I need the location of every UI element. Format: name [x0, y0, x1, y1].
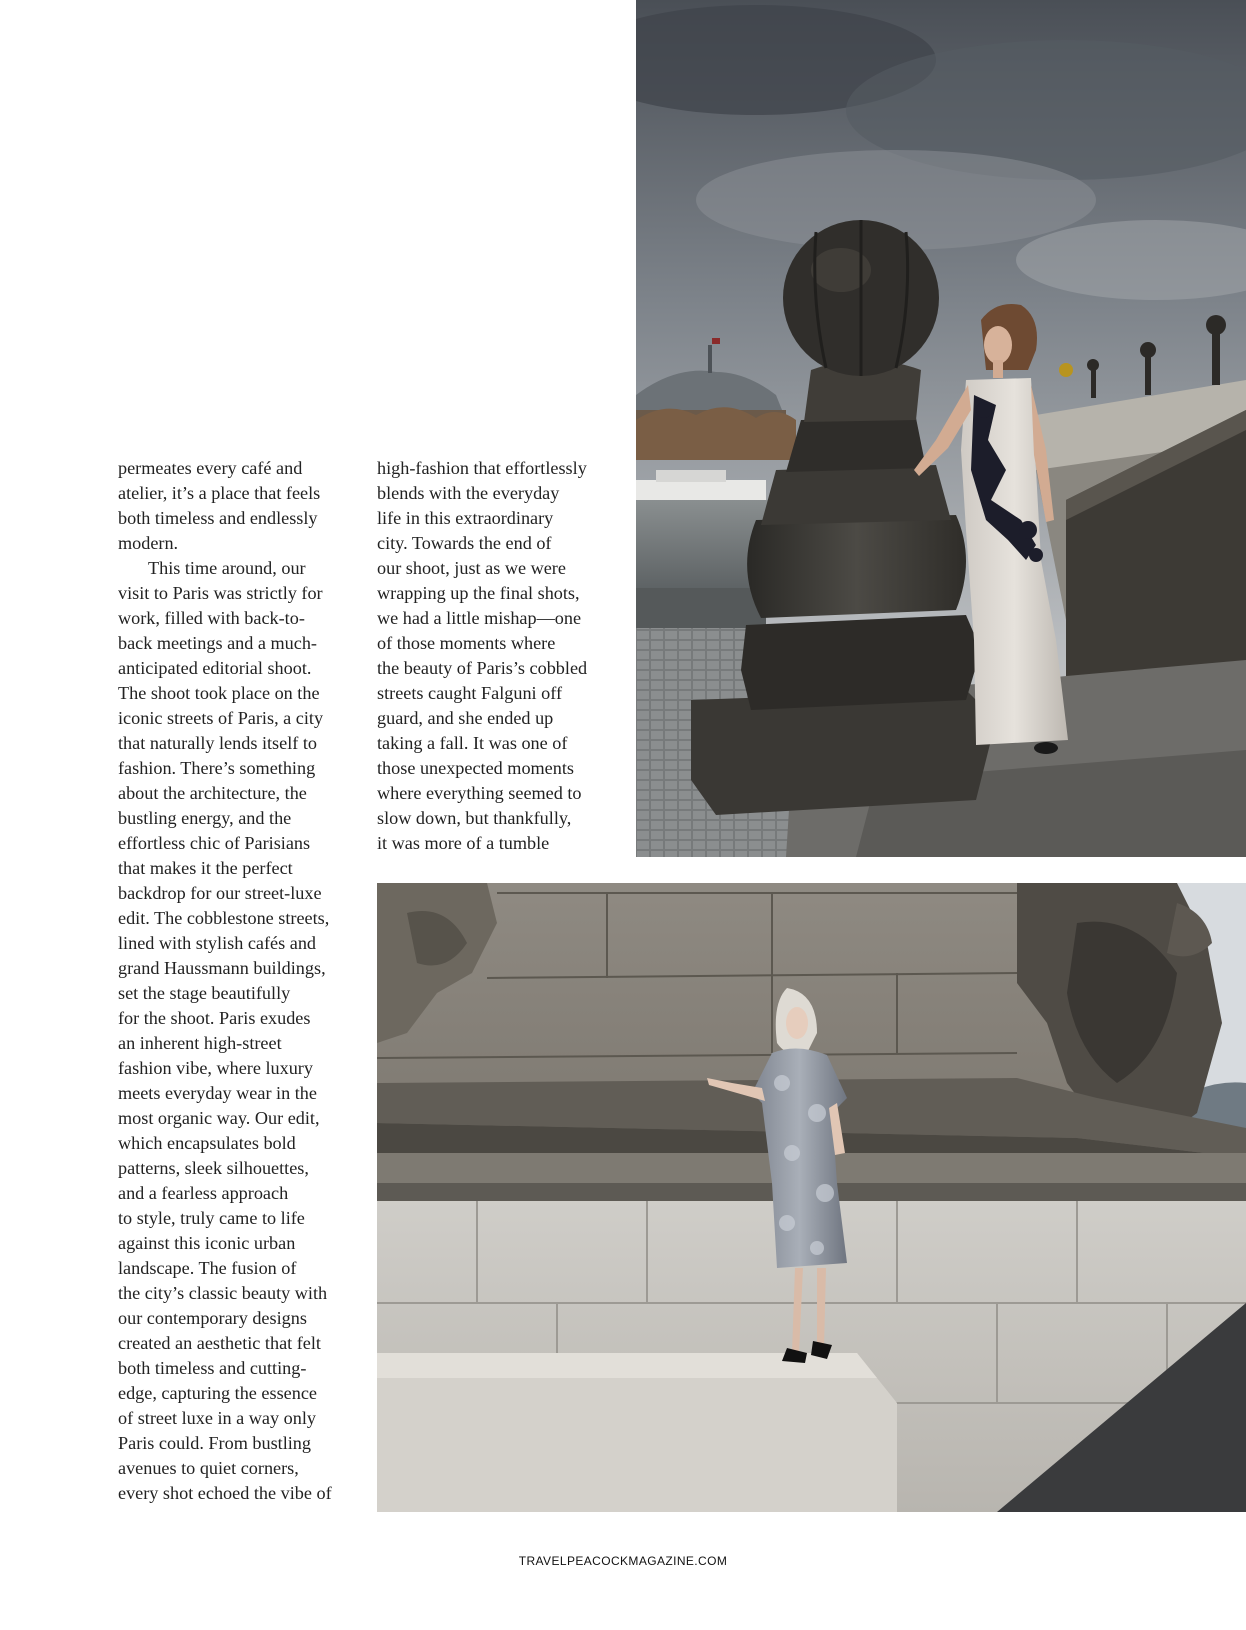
text-line: our shoot, just as we were	[377, 558, 566, 578]
text-line: back meetings and a much-	[118, 633, 317, 653]
text-line: This time around, our	[148, 558, 306, 578]
text-line: permeates every café and	[118, 458, 303, 478]
text-line: of street luxe in a way only	[118, 1408, 316, 1428]
text-line: of those moments where	[377, 633, 556, 653]
text-line: lined with stylish cafés and	[118, 933, 317, 953]
text-line: high-fashion that effortlessly	[377, 458, 587, 478]
text-line: meets everyday wear in the	[118, 1083, 317, 1103]
text-line: The shoot took place on the	[118, 683, 320, 703]
text-line: both timeless and cutting-	[118, 1358, 307, 1378]
article-column-middle	[377, 456, 622, 856]
text-line: city. Towards the end of	[377, 533, 552, 553]
text-line: guard, and she ended up	[377, 708, 554, 728]
text-line: life in this extraordinary	[377, 508, 554, 528]
text-line: Paris could. From bustling	[118, 1433, 311, 1453]
text-line: edge, capturing the essence	[118, 1383, 317, 1403]
text-line: that makes it the perfect	[118, 858, 293, 878]
text-line: bustling energy, and the	[118, 808, 292, 828]
text-line: the city’s classic beauty with	[118, 1283, 328, 1303]
text-line: effortless chic of Parisians	[118, 833, 311, 853]
text-line: edit. The cobblestone streets,	[118, 908, 330, 928]
text-line: grand Haussmann buildings,	[118, 958, 326, 978]
text-line: to style, truly came to life	[118, 1208, 305, 1228]
text-line: both timeless and endlessly	[118, 508, 318, 528]
text-line: work, filled with back-to-	[118, 608, 305, 628]
text-line: and a fearless approach	[118, 1183, 289, 1203]
text-line: landscape. The fusion of	[118, 1258, 297, 1278]
text-line: those unexpected moments	[377, 758, 574, 778]
text-line: modern.	[118, 533, 179, 553]
text-line: blends with the everyday	[377, 483, 560, 503]
text-line: our contemporary designs	[118, 1308, 307, 1328]
photo-model-bridge-pillar-art	[636, 0, 1246, 857]
text-line: backdrop for our street-luxe	[118, 883, 322, 903]
photo-model-bridge-pier	[377, 883, 1246, 1512]
photo-model-bridge-pier-art	[377, 883, 1246, 1512]
text-line: that naturally lends itself to	[118, 733, 318, 753]
text-line: atelier, it’s a place that feels	[118, 483, 321, 503]
text-line: visit to Paris was strictly for	[118, 583, 323, 603]
text-line: which encapsulates bold	[118, 1133, 296, 1153]
text-line: every shot echoed the vibe of	[118, 1483, 332, 1503]
text-line: for the shoot. Paris exudes	[118, 1008, 311, 1028]
text-line: taking a fall. It was one of	[377, 733, 568, 753]
text-line: fashion. There’s something	[118, 758, 316, 778]
article-column-left	[118, 456, 356, 1506]
text-line: most organic way. Our edit,	[118, 1108, 320, 1128]
footer-website-url: TRAVELPEACOCKMAGAZINE.COM	[518, 1554, 728, 1568]
text-line: created an aesthetic that felt	[118, 1333, 321, 1353]
text-line: streets caught Falguni off	[377, 683, 563, 703]
text-line: fashion vibe, where luxury	[118, 1058, 313, 1078]
text-line: iconic streets of Paris, a city	[118, 708, 324, 728]
text-line: set the stage beautifully	[118, 983, 291, 1003]
text-line: we had a little mishap—one	[377, 608, 582, 628]
text-line: anticipated editorial shoot.	[118, 658, 312, 678]
text-line: it was more of a tumble	[377, 833, 550, 853]
text-line: where everything seemed to	[377, 783, 582, 803]
text-line: slow down, but thankfully,	[377, 808, 572, 828]
text-line: patterns, sleek silhouettes,	[118, 1158, 309, 1178]
text-line: an inherent high-street	[118, 1033, 282, 1053]
text-line: wrapping up the final shots,	[377, 583, 580, 603]
text-line: against this iconic urban	[118, 1233, 296, 1253]
text-line: avenues to quiet corners,	[118, 1458, 299, 1478]
text-line: about the architecture, the	[118, 783, 307, 803]
photo-model-bridge-pillar	[636, 0, 1246, 857]
text-line: the beauty of Paris’s cobbled	[377, 658, 588, 678]
